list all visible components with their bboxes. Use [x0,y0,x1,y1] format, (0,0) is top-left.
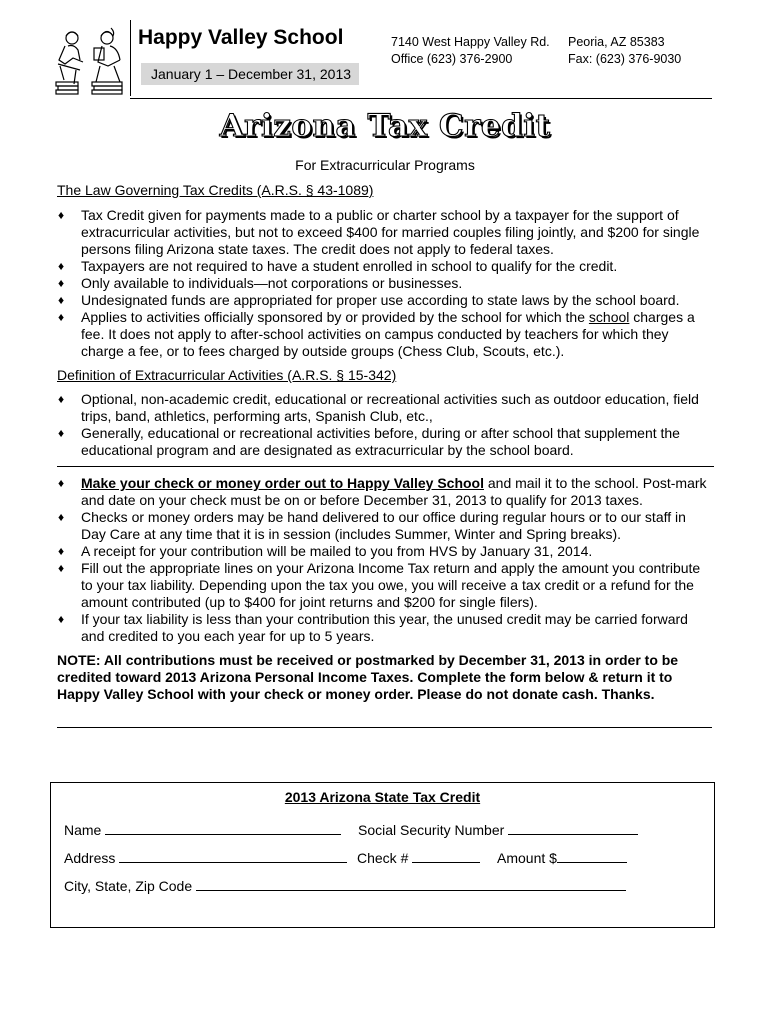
list-item-text: and mail it to the school. Post-mark and date on your check must be on or before December 31, 2013 to qualify for 2013 taxes. [81,475,707,508]
ssn-input[interactable] [508,821,638,835]
list-item: ♦ Only available to individuals—not corporations or businesses. [57,275,707,292]
list-item: ♦ If your tax liability is less than your contribution this year, the unused credit may be carried forward and credited to you each year for up to 5 years. [57,611,707,645]
header-divider [130,20,131,96]
city-state-zip-field [64,877,626,894]
list-item [57,475,707,509]
list-item: ♦ Taxpayers are not required to have a student enrolled in school to qualify for the credit. [57,258,707,275]
check-input[interactable] [412,849,480,863]
list-item-text: charges a fee. It does not apply to after-school activities on campus conducted by teachers for which they charge a fee, or to fees charged by outside groups (Chess Club, Scouts, etc.). [81,309,695,359]
list-item [57,309,707,360]
list-item: ♦ Checks or money orders may be hand delivered to our office during regular hours or to our staff in Day Care at any time that it is in session (includes Summer, Winter and Spring breaks). [57,509,707,543]
page-subtitle: For Extracurricular Programs [295,157,475,173]
section-divider [57,466,714,467]
list-item: ♦ Optional, non-academic credit, educational or recreational activities such as outdoor education, field trips, band, athletics, performing arts, Spanish Club, etc., [57,391,707,425]
instructions-bullet-list [57,475,707,645]
list-item: ♦ A receipt for your contribution will be mailed to you from HVS by January 31, 2014. [57,543,707,560]
check-label: Check # [357,850,409,866]
cut-line [57,727,712,728]
name-label: Name [64,822,102,838]
law-heading: The Law Governing Tax Credits (A.R.S. § 43-1089) [57,182,374,198]
header-rule [130,98,712,99]
definition-heading: Definition of Extracurricular Activities (A.R.S. § 15-342) [57,367,397,383]
address-input[interactable] [119,849,347,863]
law-bullet-list [57,207,707,360]
ssn-field [358,821,638,838]
name-field [64,821,341,838]
list-item-text: Applies to activities officially sponsored by or provided by the school for which the [81,309,589,325]
date-range: January 1 – December 31, 2013 [141,63,359,85]
address-label: Address [64,850,116,866]
name-input[interactable] [105,821,341,835]
amount-label: Amount $ [497,850,557,866]
note-paragraph: NOTE: All contributions must be received or postmarked by December 31, 2013 in order to be credited toward 2013 Arizona Personal Income Taxes. Complete the form below & return it to Happy Valley School with your check or money order. Please do not donate cash. Thanks. [57,652,679,702]
list-item: ♦ Undesignated funds are appropriated for proper use according to state laws by the school board. [57,292,707,309]
fax-number: Fax: (623) 376-9030 [568,52,682,66]
list-item: ♦ Fill out the appropriate lines on your Arizona Income Tax return and apply the amount you contribute to your tax liability. Depending upon the tax you owe, you will receive a tax credit or a refund for the amount contributed (up to $400 for joint returns and $200 for single filers). [57,560,707,611]
form-title: 2013 Arizona State Tax Credit [284,789,481,805]
ssn-label: Social Security Number [358,822,505,838]
city-state-zip: Peoria, AZ 85383 [568,35,665,49]
list-item: ♦ Tax Credit given for payments made to a public or charter school by a taxpayer for the support of extracurricular activities, but not to exceed $400 for married couples filing jointly, and $200 for single persons filing Arizona state taxes. The credit does not apply to federal taxes. [57,207,707,258]
csz-label: City, State, Zip Code [64,878,193,894]
amount-input[interactable] [557,849,627,863]
csz-input[interactable] [196,877,626,891]
school-name: Happy Valley School [138,26,344,49]
office-phone: Office (623) 376-2900 [391,52,513,66]
address-field [64,849,347,866]
amount-field [497,849,627,866]
children-reading-icon [52,26,132,98]
list-item: ♦ Generally, educational or recreational activities before, during or after school that supplement the educational program and are designated as extracurricular by the school board. [57,425,707,459]
page-title: Arizona Tax Credit [219,108,551,144]
payee-instruction: Make your check or money order out to Happy Valley School [81,475,484,491]
definition-bullet-list [57,391,707,459]
street-address: 7140 West Happy Valley Rd. [391,35,550,49]
check-field [357,849,480,866]
school-underlined: school [588,309,630,325]
